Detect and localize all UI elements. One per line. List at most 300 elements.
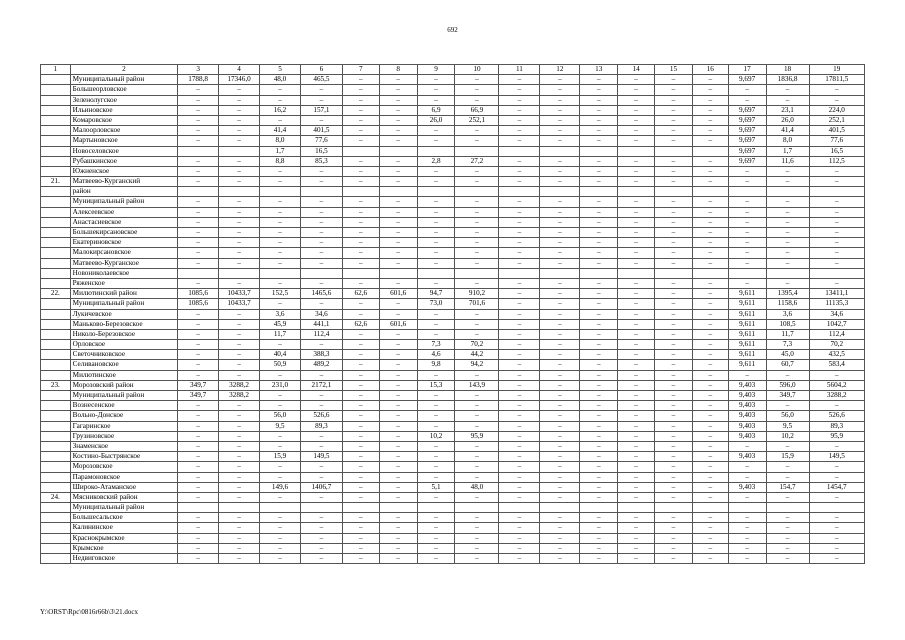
value-cell: –	[379, 350, 417, 360]
value-cell: –	[766, 472, 809, 482]
territory-name-cell: Алексеевское	[70, 207, 177, 217]
value-cell: –	[417, 513, 455, 523]
value-cell: –	[379, 248, 417, 258]
value-cell: –	[580, 380, 618, 390]
value-cell: –	[260, 513, 301, 523]
value-cell: –	[499, 482, 540, 492]
value-cell: –	[455, 177, 499, 187]
territory-name-cell: Орловское	[70, 340, 177, 350]
value-cell: –	[219, 543, 260, 553]
value-cell: –	[728, 462, 766, 472]
value-cell: –	[379, 329, 417, 339]
value-cell: –	[618, 329, 655, 339]
row-number-cell: 22.	[41, 289, 71, 299]
row-number-cell	[41, 329, 71, 339]
value-cell: –	[499, 289, 540, 299]
value-cell: –	[655, 105, 693, 115]
value-cell: –	[219, 228, 260, 238]
value-cell: –	[178, 472, 219, 482]
value-cell: –	[260, 166, 301, 176]
value-cell: –	[455, 452, 499, 462]
territory-name-cell: Южненское	[70, 166, 177, 176]
territory-name-cell: Малокирсановское	[70, 248, 177, 258]
value-cell: –	[178, 197, 219, 207]
value-cell: –	[766, 513, 809, 523]
value-cell: –	[692, 482, 728, 492]
column-number-cell: 2	[70, 65, 177, 75]
value-cell: –	[809, 177, 864, 187]
value-cell: –	[499, 472, 540, 482]
value-cell: –	[655, 319, 693, 329]
value-cell: –	[342, 513, 379, 523]
table-row	[41, 278, 865, 288]
territory-name-cell: Гагаринское	[70, 421, 177, 431]
territory-name-cell: Вознесенское	[70, 401, 177, 411]
value-cell: –	[728, 217, 766, 227]
value-cell: –	[178, 177, 219, 187]
value-cell: –	[809, 492, 864, 502]
value-cell: –	[540, 258, 580, 268]
value-cell: –	[379, 309, 417, 319]
value-cell: –	[655, 207, 693, 217]
value-cell: –	[379, 401, 417, 411]
value-cell: –	[655, 238, 693, 248]
row-number-cell	[41, 319, 71, 329]
value-cell: –	[692, 136, 728, 146]
table-row	[41, 482, 865, 492]
value-cell: –	[379, 228, 417, 238]
value-cell: –	[692, 319, 728, 329]
value-cell: 9,611	[728, 340, 766, 350]
value-cell: –	[342, 472, 379, 482]
value-cell: –	[655, 401, 693, 411]
value-cell: 8,0	[766, 136, 809, 146]
value-cell: 601,6	[379, 319, 417, 329]
value-cell: –	[417, 391, 455, 401]
value-cell: –	[300, 177, 342, 187]
value-cell: –	[809, 166, 864, 176]
value-cell: –	[455, 309, 499, 319]
value-cell	[417, 187, 455, 197]
value-cell: –	[499, 513, 540, 523]
value-cell: –	[379, 360, 417, 370]
value-cell: –	[499, 401, 540, 411]
value-cell: –	[379, 238, 417, 248]
value-cell	[728, 187, 766, 197]
value-cell: –	[300, 115, 342, 125]
value-cell: 9,611	[728, 319, 766, 329]
value-cell: –	[580, 238, 618, 248]
value-cell: –	[540, 177, 580, 187]
value-cell: –	[300, 299, 342, 309]
value-cell: –	[178, 543, 219, 553]
value-cell: 1,7	[766, 146, 809, 156]
value-cell	[379, 268, 417, 278]
value-cell: –	[618, 126, 655, 136]
value-cell: –	[300, 197, 342, 207]
value-cell: –	[417, 309, 455, 319]
value-cell: –	[655, 482, 693, 492]
column-number-cell: 18	[766, 65, 809, 75]
table-row	[41, 207, 865, 217]
value-cell: –	[379, 513, 417, 523]
value-cell: –	[455, 391, 499, 401]
territory-name-cell: Ряженское	[70, 278, 177, 288]
value-cell: –	[342, 350, 379, 360]
value-cell: –	[766, 177, 809, 187]
table-row	[41, 452, 865, 462]
value-cell	[499, 146, 540, 156]
row-number-cell	[41, 431, 71, 441]
value-cell: 601,6	[379, 289, 417, 299]
territory-name-cell: Мартыновское	[70, 136, 177, 146]
value-cell: –	[499, 360, 540, 370]
value-cell	[540, 187, 580, 197]
value-cell: –	[728, 248, 766, 258]
value-cell: 41,4	[260, 126, 301, 136]
value-cell: –	[342, 126, 379, 136]
table-row	[41, 543, 865, 553]
value-cell	[580, 503, 618, 513]
value-cell: 8,0	[260, 136, 301, 146]
value-cell: –	[379, 421, 417, 431]
table-row	[41, 370, 865, 380]
value-cell: –	[455, 513, 499, 523]
value-cell: –	[655, 523, 693, 533]
value-cell: –	[692, 197, 728, 207]
value-cell: –	[728, 228, 766, 238]
value-cell: 157,1	[300, 105, 342, 115]
value-cell: –	[178, 411, 219, 421]
value-cell: –	[342, 197, 379, 207]
value-cell: –	[455, 523, 499, 533]
value-cell: –	[219, 248, 260, 258]
value-cell: 9,697	[728, 115, 766, 125]
value-cell: –	[618, 401, 655, 411]
territory-name-cell: Матвеево-Курганское	[70, 258, 177, 268]
value-cell: 3288,2	[219, 391, 260, 401]
row-number-cell	[41, 136, 71, 146]
value-cell: 77,6	[809, 136, 864, 146]
value-cell: –	[219, 258, 260, 268]
value-cell: –	[809, 228, 864, 238]
value-cell: 349,7	[766, 391, 809, 401]
value-cell: –	[655, 115, 693, 125]
table-row	[41, 299, 865, 309]
value-cell: –	[219, 95, 260, 105]
row-number-cell	[41, 513, 71, 523]
table-row	[41, 187, 865, 197]
value-cell: –	[219, 319, 260, 329]
value-cell: –	[178, 360, 219, 370]
territory-name-cell: Малоорловское	[70, 126, 177, 136]
value-cell: –	[178, 401, 219, 411]
value-cell: –	[379, 299, 417, 309]
value-cell: –	[455, 258, 499, 268]
value-cell: –	[618, 523, 655, 533]
value-cell: 16,5	[809, 146, 864, 156]
value-cell: –	[499, 95, 540, 105]
value-cell: –	[300, 401, 342, 411]
value-cell	[692, 146, 728, 156]
value-cell: –	[342, 431, 379, 441]
row-number-cell	[41, 187, 71, 197]
value-cell: 349,7	[178, 391, 219, 401]
value-cell	[417, 268, 455, 278]
territory-name-cell: Калининское	[70, 523, 177, 533]
value-cell: –	[219, 350, 260, 360]
table-row	[41, 329, 865, 339]
row-number-cell	[41, 166, 71, 176]
value-cell	[766, 268, 809, 278]
value-cell: –	[342, 95, 379, 105]
value-cell: –	[260, 278, 301, 288]
value-cell: –	[809, 238, 864, 248]
value-cell	[342, 187, 379, 197]
value-cell: –	[728, 238, 766, 248]
value-cell: –	[260, 197, 301, 207]
value-cell: –	[766, 166, 809, 176]
value-cell: –	[580, 136, 618, 146]
value-cell: –	[655, 421, 693, 431]
value-cell: –	[580, 156, 618, 166]
value-cell	[618, 146, 655, 156]
territory-name-cell: Светочниковское	[70, 350, 177, 360]
table-row	[41, 441, 865, 451]
value-cell: –	[809, 533, 864, 543]
value-cell: 11,7	[260, 329, 301, 339]
value-cell: –	[655, 533, 693, 543]
value-cell: 1465,6	[300, 289, 342, 299]
value-cell: –	[540, 441, 580, 451]
value-cell: –	[178, 431, 219, 441]
value-cell: 9,611	[728, 329, 766, 339]
territory-name-cell: Маньково-Березовское	[70, 319, 177, 329]
value-cell: –	[300, 278, 342, 288]
column-number-row	[41, 65, 865, 75]
territory-name-cell: Муниципальный район	[70, 75, 177, 85]
table-row	[41, 513, 865, 523]
value-cell: –	[455, 197, 499, 207]
table-row	[41, 380, 865, 390]
value-cell: –	[692, 238, 728, 248]
value-cell: 34,6	[809, 309, 864, 319]
table-row	[41, 319, 865, 329]
value-cell: –	[417, 75, 455, 85]
value-cell: –	[379, 85, 417, 95]
value-cell: –	[618, 197, 655, 207]
value-cell: 1395,4	[766, 289, 809, 299]
value-cell: –	[655, 278, 693, 288]
value-cell: –	[540, 329, 580, 339]
row-number-cell	[41, 554, 71, 564]
value-cell: –	[692, 105, 728, 115]
value-cell: –	[300, 340, 342, 350]
value-cell: –	[417, 248, 455, 258]
value-cell: –	[455, 85, 499, 95]
value-cell: –	[766, 217, 809, 227]
territory-name-cell: Большекирсановское	[70, 228, 177, 238]
value-cell: –	[300, 523, 342, 533]
value-cell: –	[809, 370, 864, 380]
value-cell: –	[540, 309, 580, 319]
value-cell: –	[178, 309, 219, 319]
row-number-cell	[41, 441, 71, 451]
value-cell: 3,6	[766, 309, 809, 319]
row-number-cell	[41, 278, 71, 288]
value-cell: –	[540, 248, 580, 258]
value-cell: –	[655, 177, 693, 187]
territory-name-cell: Рубашкинское	[70, 156, 177, 166]
value-cell: –	[580, 554, 618, 564]
value-cell: –	[219, 115, 260, 125]
value-cell: –	[499, 309, 540, 319]
row-number-cell: 21.	[41, 177, 71, 187]
value-cell: –	[178, 329, 219, 339]
value-cell: –	[692, 543, 728, 553]
value-cell: –	[342, 523, 379, 533]
territory-name-cell: Новоселовское	[70, 146, 177, 156]
table-row	[41, 166, 865, 176]
value-cell: –	[728, 278, 766, 288]
value-cell	[580, 146, 618, 156]
value-cell: –	[655, 248, 693, 258]
column-number-cell: 6	[300, 65, 342, 75]
value-cell: –	[809, 278, 864, 288]
value-cell: 95,9	[809, 431, 864, 441]
table-row	[41, 401, 865, 411]
value-cell: –	[219, 238, 260, 248]
value-cell: –	[766, 462, 809, 472]
value-cell	[379, 146, 417, 156]
value-cell: –	[692, 431, 728, 441]
territory-name-cell: Вольно-Донское	[70, 411, 177, 421]
value-cell: –	[766, 554, 809, 564]
value-cell: –	[379, 554, 417, 564]
column-number-cell: 4	[219, 65, 260, 75]
value-cell: –	[499, 391, 540, 401]
value-cell: –	[540, 462, 580, 472]
value-cell: –	[580, 95, 618, 105]
value-cell: –	[580, 482, 618, 492]
value-cell: –	[655, 217, 693, 227]
value-cell: –	[655, 197, 693, 207]
column-number-cell: 17	[728, 65, 766, 75]
value-cell: –	[379, 391, 417, 401]
value-cell	[300, 503, 342, 513]
value-cell: –	[499, 543, 540, 553]
row-number-cell	[41, 543, 71, 553]
value-cell: –	[178, 136, 219, 146]
value-cell: –	[300, 370, 342, 380]
value-cell: –	[300, 217, 342, 227]
value-cell: –	[379, 278, 417, 288]
value-cell: –	[499, 197, 540, 207]
row-number-cell	[41, 75, 71, 85]
territory-name-cell: Морозовский район	[70, 380, 177, 390]
row-number-cell	[41, 207, 71, 217]
value-cell: –	[618, 299, 655, 309]
value-cell: –	[692, 533, 728, 543]
value-cell: –	[618, 217, 655, 227]
territory-name-cell: Селивановское	[70, 360, 177, 370]
value-cell: 224,0	[809, 105, 864, 115]
value-cell: –	[379, 523, 417, 533]
value-cell: 9,403	[728, 452, 766, 462]
value-cell	[178, 146, 219, 156]
value-cell: –	[417, 533, 455, 543]
value-cell: 9,403	[728, 431, 766, 441]
table-row	[41, 115, 865, 125]
value-cell: –	[342, 543, 379, 553]
value-cell: –	[417, 197, 455, 207]
value-cell: –	[342, 238, 379, 248]
value-cell: 9,403	[728, 482, 766, 492]
value-cell: –	[580, 258, 618, 268]
value-cell: –	[540, 513, 580, 523]
value-cell: –	[379, 492, 417, 502]
value-cell: 1085,6	[178, 289, 219, 299]
value-cell	[260, 187, 301, 197]
value-cell: 9,611	[728, 309, 766, 319]
value-cell: –	[219, 177, 260, 187]
table-row	[41, 156, 865, 166]
value-cell: 252,1	[455, 115, 499, 125]
value-cell: –	[342, 248, 379, 258]
value-cell: –	[618, 543, 655, 553]
value-cell: 1836,8	[766, 75, 809, 85]
value-cell: –	[618, 156, 655, 166]
value-cell: –	[455, 421, 499, 431]
value-cell	[655, 187, 693, 197]
value-cell: –	[455, 95, 499, 105]
territory-name-cell: Комаровское	[70, 115, 177, 125]
value-cell: –	[580, 472, 618, 482]
value-cell: –	[692, 421, 728, 431]
value-cell: 108,5	[766, 319, 809, 329]
value-cell: –	[580, 289, 618, 299]
value-cell: 401,5	[300, 126, 342, 136]
value-cell: –	[342, 380, 379, 390]
value-cell: –	[692, 380, 728, 390]
table-row	[41, 126, 865, 136]
table-body	[41, 65, 865, 564]
row-number-cell	[41, 85, 71, 95]
value-cell: 9,611	[728, 299, 766, 309]
value-cell: 7,3	[766, 340, 809, 350]
value-cell: –	[499, 421, 540, 431]
value-cell: –	[219, 492, 260, 502]
value-cell: 94,2	[455, 360, 499, 370]
value-cell: –	[178, 340, 219, 350]
value-cell: –	[618, 482, 655, 492]
value-cell: –	[692, 299, 728, 309]
value-cell: –	[618, 411, 655, 421]
value-cell: –	[766, 258, 809, 268]
value-cell: –	[766, 401, 809, 411]
territory-name-cell: Матвеево-Курганский	[70, 177, 177, 187]
value-cell: 231,0	[260, 380, 301, 390]
row-number-cell	[41, 238, 71, 248]
value-cell: 95,9	[455, 431, 499, 441]
territory-name-cell: Знаменское	[70, 441, 177, 451]
territory-name-cell: Парамоновское	[70, 472, 177, 482]
value-cell: –	[379, 370, 417, 380]
value-cell: –	[219, 85, 260, 95]
value-cell: –	[618, 278, 655, 288]
value-cell: 2,8	[417, 156, 455, 166]
value-cell: –	[260, 533, 301, 543]
